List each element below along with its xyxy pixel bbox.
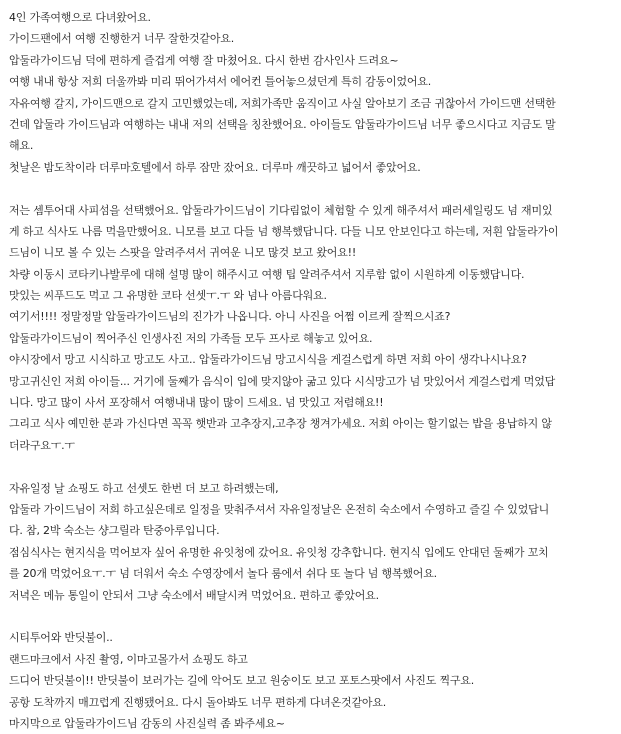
text-line: 여행 내내 항상 저희 더울까봐 미리 뛰어가셔서 에어컨 틀어놓으셨던게 특히 감동이었어요.	[9, 75, 432, 89]
text-line: 자유여행 갈지, 가이드맨으로 갈지 고민했었는데, 저희가족만 움직이고 사실 알아보기 조금 귀찮아서 가이드맨 선택한	[9, 96, 556, 110]
paragraph-island-tour	[9, 200, 613, 457]
paragraph-free-day	[9, 478, 613, 606]
text-line: 저녁은 메뉴 통일이 안되서 그냥 숙소에서 배달시켜 먹었어요. 편하고 좋았어요.	[9, 588, 379, 602]
text-line: 압둘라가이드님이 찍어주신 인생사진 저의 가족들 모두 프사로 해놓고 있어요.	[9, 331, 373, 345]
text-line: 드님이 니모 볼 수 있는 스팟을 알려주셔서 귀여운 니모 많것 보고 왔어요!!	[9, 246, 357, 260]
text-line: 자유일정 날 쇼핑도 하고 선셋도 한번 더 보고 하려했는데,	[9, 481, 279, 495]
text-line: 가이드팬에서 여행 진행한거 너무 잘한것같아요.	[9, 32, 235, 46]
text-line: 차량 이동시 코타키나발루에 대해 설명 많이 해주시고 여행 팁 알려주셔서 지루함 없이 시원하게 이동했답니다.	[9, 267, 525, 281]
text-line: 건데 압둘라 가이드님과 여행하는 내내 저의 선택을 칭찬했어요. 아이들도 압둘라가이드님 너무 좋으시다고 지금도 말	[9, 117, 556, 131]
text-line: 다. 참, 2박 숙소는 샹그릴라 탄중아루입니다.	[9, 524, 220, 538]
review-text	[9, 7, 613, 734]
text-line: 랜드마크에서 사진 촬영, 이마고몰가서 쇼핑도 하고	[9, 652, 248, 666]
text-line: 압둘라가이드님 덕에 편하게 즐겁게 여행 잘 마쳤어요. 다시 한번 감사인사 드려요~	[9, 53, 399, 67]
text-line: 점심식사는 현지식을 먹어보자 싶어 유명한 유잇청에 갔어요. 유잇청 강추합니다. 현지식 입에도 안대던 둘째가 꼬치	[9, 545, 549, 559]
text-line: 여기서!!!! 정말정말 압둘라가이드님의 진가가 나옵니다. 아니 사진을 어쩜 이르케 잘찍으시죠?	[9, 310, 451, 324]
paragraph-spacer	[9, 456, 613, 477]
text-line: 마지막으로 압둘라가이드님 감동의 사진실력 좀 봐주세요~	[9, 716, 285, 730]
text-line: 맛있는 씨푸드도 먹고 그 유명한 코타 선셋ㅜ.ㅜ 와 넘나 아름다워요.	[9, 289, 327, 303]
text-line: 더라구요ㅜ.ㅜ	[9, 438, 75, 452]
text-line: 첫날은 밤도착이라 더루마호텔에서 하루 잠만 잤어요. 더루마 깨끗하고 넓어서 좋았어요.	[9, 160, 421, 174]
text-line: 해요.	[9, 139, 34, 153]
text-line: 를 20개 먹었어요ㅜ.ㅜ 넘 더워서 숙소 수영장에서 놀다 룸에서 쉬다 또 놀다 넘 행복했어요.	[9, 567, 437, 581]
text-line: 그리고 식사 예민한 분과 가신다면 꼭꼭 햇반과 고추장지,고추장 챙겨가세요. 저희 아이는 할기없는 밥을 용납하지 않	[9, 417, 552, 431]
text-line: 4인 가족여행으로 다녀왔어요.	[9, 11, 151, 24]
paragraph-intro	[9, 7, 613, 178]
text-line: 드디어 반딧불이!! 반딧불이 보러가는 길에 악어도 보고 원숭이도 보고 포토스팟에서 사진도 찍구요.	[9, 674, 475, 688]
paragraph-spacer	[9, 178, 613, 199]
text-line: 니다. 망고 많이 사서 포장해서 여행내내 많이 많이 드세요. 넘 맛있고 저렴해요!!	[9, 396, 384, 410]
text-line: 망고귀신인 저희 아이들... 거기에 둘째가 음식이 입에 맞지않아 굶고 있다 시식망고가 넘 맛있어서 게걸스럽게 먹었답	[9, 374, 556, 388]
text-line: 압둘라 가이드님이 저희 하고싶은데로 일정을 맞춰주셔서 자유일정날은 온전히 숙소에서 수영하고 즐길 수 있었답니	[9, 502, 550, 516]
text-line: 게 하고 식사도 나름 먹을만했어요. 니모를 보고 다들 넘 행복했답니다. 다들 니모 안보인다고 하는데, 저흰 압둘라가이	[9, 224, 559, 238]
paragraph-spacer	[9, 606, 613, 627]
text-line: 시티투어와 반딧불이..	[9, 631, 113, 645]
text-line: 공항 도착까지 매끄럽게 진행됐어요. 다시 돌아봐도 너무 편하게 다녀온것같아요.	[9, 695, 387, 709]
paragraph-city-tour	[9, 627, 613, 734]
text-line: 저는 셈투어대 사피섬을 선택했어요. 압둘라가이드님이 기다림없이 체험할 수 있게 해주셔서 패러세일링도 넘 재미있	[9, 203, 553, 217]
text-line: 야시장에서 망고 시식하고 망고도 사고.. 압둘라가이드님 망고시식을 게걸스럽게 하면 저희 아이 생각나시나요?	[9, 353, 527, 367]
